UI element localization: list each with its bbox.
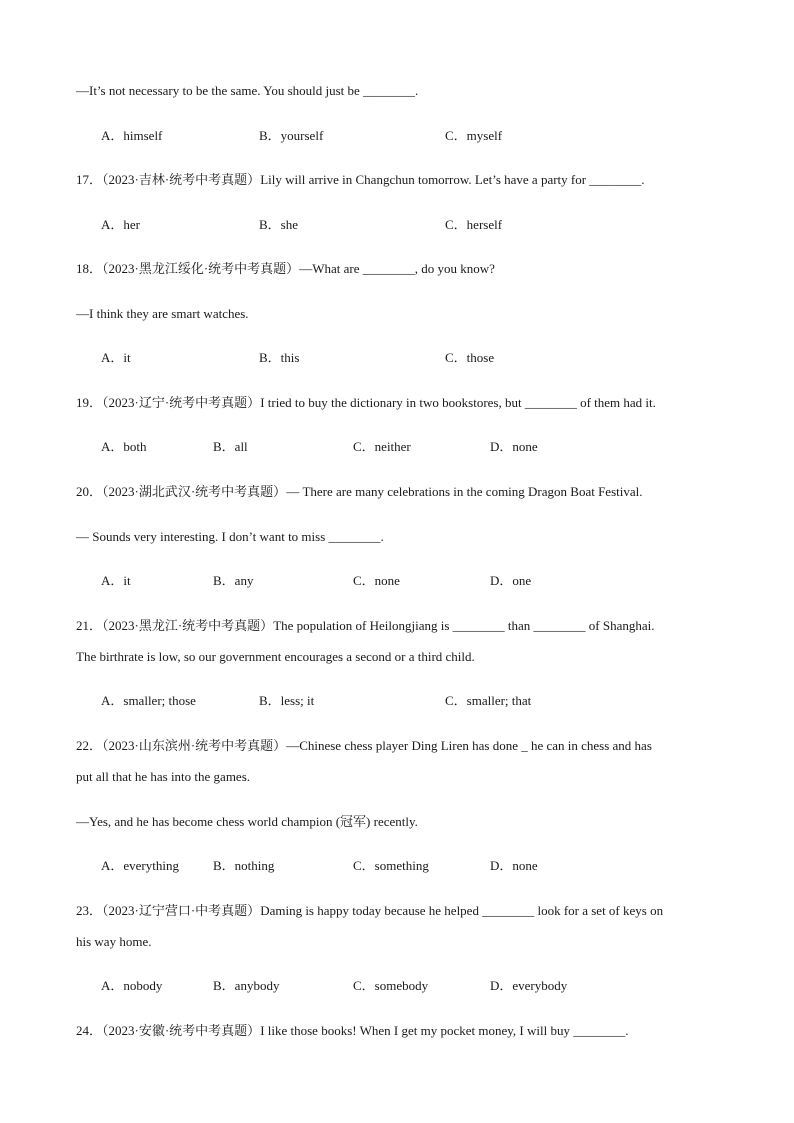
question-20-option-c: C．none — [353, 573, 400, 588]
question-text: Daming is happy today because he helped ________ look for a set of keys on — [260, 903, 664, 918]
question-23-option-c: C．somebody — [353, 978, 429, 993]
question-source: （2023·黑龙江绥化·统考中考真题） — [102, 261, 300, 276]
question-21-option-c: C．smaller; that — [445, 693, 532, 708]
question-19-option-b: B．all — [213, 439, 248, 454]
question-20-option-d: D．one — [490, 573, 532, 588]
question-text: Lily will arrive in Changchun tomorrow. Let’s have a party for ________. — [260, 172, 645, 187]
question-source: （2023·山东滨州·统考中考真题） — [102, 738, 287, 753]
question-23-stem — [76, 903, 663, 919]
question-17-stem — [76, 172, 645, 188]
question-number: 20． — [76, 484, 103, 499]
question-21-stem-line-2: The birthrate is low, so our government encourages a second or a third child. — [76, 649, 475, 664]
question-source: （2023·吉林·统考中考真题） — [102, 172, 261, 187]
question-22-option-d: D．none — [490, 858, 538, 873]
question-source: （2023·辽宁营口·中考真题） — [102, 903, 261, 918]
question-22-stem-line-3: —Yes, and he has become chess world champion (冠军) recently. — [76, 814, 418, 829]
question-23-option-a: A．nobody — [101, 978, 163, 993]
question-number: 24． — [76, 1023, 103, 1038]
question-number: 22． — [76, 738, 103, 753]
question-18-stem — [76, 261, 495, 277]
question-source: （2023·湖北武汉·统考中考真题） — [102, 484, 287, 499]
question-text: I like those books! When I get my pocket money, I will buy ________. — [260, 1023, 629, 1038]
question-24-stem — [76, 1023, 628, 1039]
question-20-stem — [76, 484, 643, 500]
question-22-stem — [76, 738, 652, 754]
question-18-option-b: B．this — [259, 350, 300, 365]
question-21-option-b: B．less; it — [259, 693, 315, 708]
question-23-option-b: B．anybody — [213, 978, 280, 993]
question-19-option-a: A．both — [101, 439, 147, 454]
question-number: 18． — [76, 261, 103, 276]
question-17-option-a: A．her — [101, 217, 140, 232]
question-number: 23． — [76, 903, 103, 918]
question-21-option-a: A．smaller; those — [101, 693, 196, 708]
question-19-option-c: C．neither — [353, 439, 411, 454]
question-22-option-a: A．everything — [101, 858, 179, 873]
question-22-option-c: C．something — [353, 858, 429, 873]
question-23-option-d: D．everybody — [490, 978, 568, 993]
question-22-option-b: B．nothing — [213, 858, 275, 873]
question-19-option-d: D．none — [490, 439, 538, 454]
question-18-stem-line-2: —I think they are smart watches. — [76, 306, 249, 321]
question-source: （2023·辽宁·统考中考真题） — [102, 395, 261, 410]
question-text: The population of Heilongjiang is ________ than ________ of Shanghai. — [273, 618, 655, 633]
question-23-stem-line-2: his way home. — [76, 934, 152, 949]
question-18-option-a: A．it — [101, 350, 131, 365]
question-20-option-b: B．any — [213, 573, 254, 588]
question-text: —What are ________, do you know? — [299, 261, 495, 276]
question-20-stem-line-2: — Sounds very interesting. I don’t want to miss ________. — [76, 529, 384, 544]
question-source: （2023·安徽·统考中考真题） — [102, 1023, 261, 1038]
question-22-stem-line-2: put all that he has into the games. — [76, 769, 251, 784]
question-17-option-c: C．herself — [445, 217, 503, 232]
question-number: 21． — [76, 618, 103, 633]
question-19-stem — [76, 395, 656, 411]
question-17-option-b: B．she — [259, 217, 299, 232]
question-text: —Chinese chess player Ding Liren has done _ he can in chess and has — [286, 738, 652, 753]
question-18-option-c: C．those — [445, 350, 495, 365]
question-number: 19． — [76, 395, 103, 410]
question-16-option-c: C．myself — [445, 128, 503, 143]
question-16-option-a: A．himself — [101, 128, 163, 143]
question-text: — There are many celebrations in the coming Dragon Boat Festival. — [286, 484, 643, 499]
question-number: 17． — [76, 172, 103, 187]
question-16-option-b: B．yourself — [259, 128, 324, 143]
question-source: （2023·黑龙江·统考中考真题） — [102, 618, 274, 633]
question-16-stem-line: —It’s not necessary to be the same. You should just be ________. — [76, 83, 419, 98]
question-text: I tried to buy the dictionary in two bookstores, but ________ of them had it. — [260, 395, 656, 410]
question-21-stem — [76, 618, 654, 634]
question-20-option-a: A．it — [101, 573, 131, 588]
